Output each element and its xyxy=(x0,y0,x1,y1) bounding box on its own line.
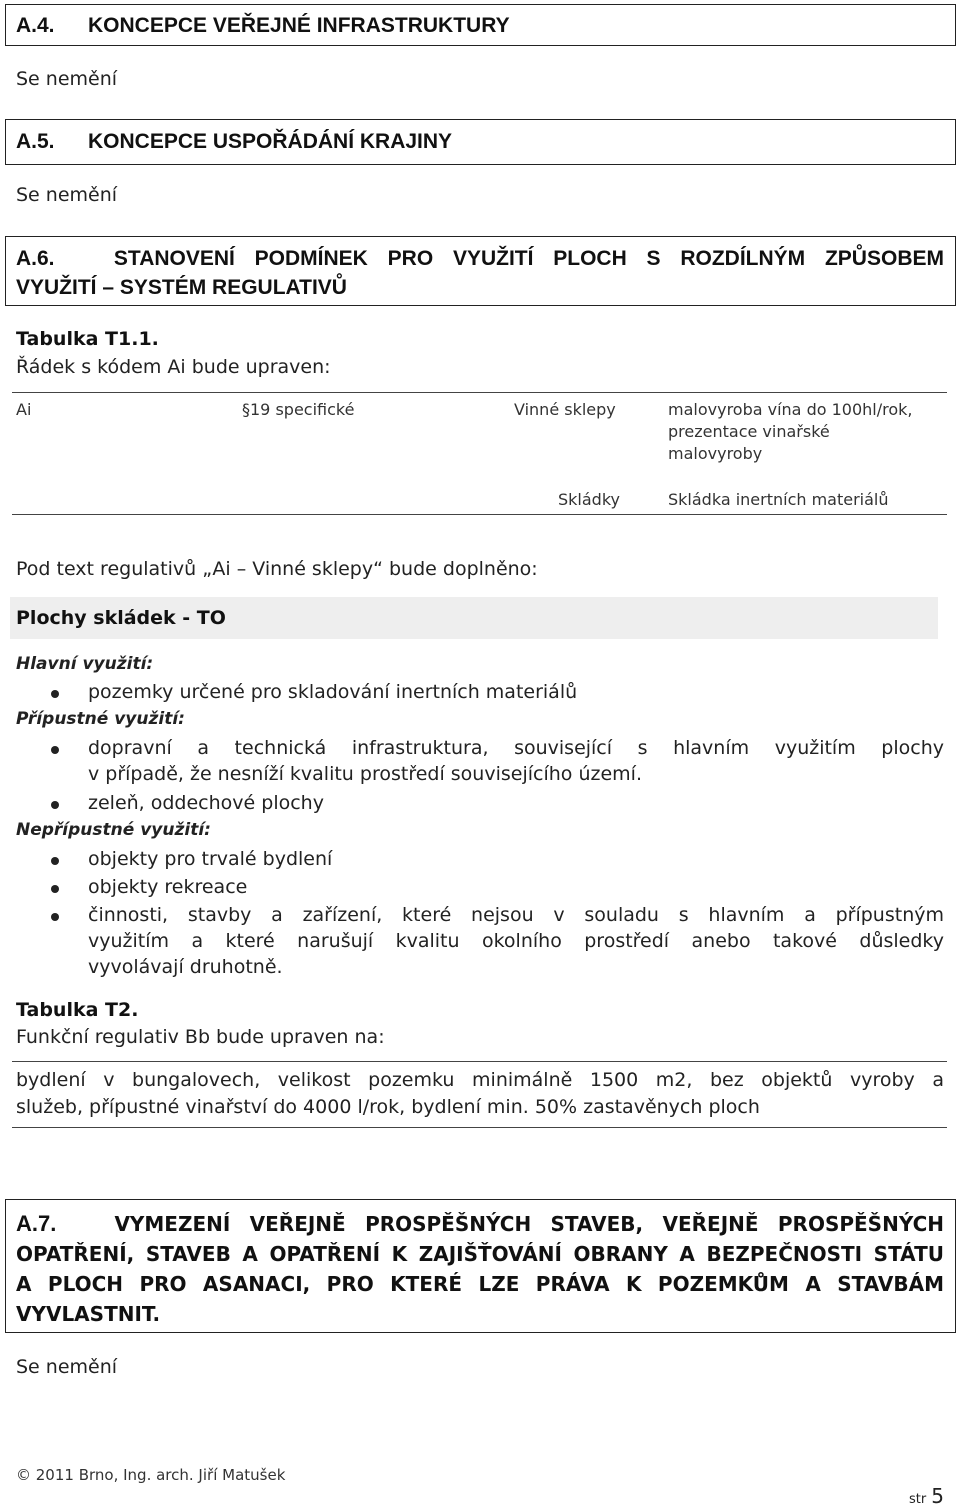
section-title-text: KONCEPCE VEŘEJNÉ INFRASTRUKTURY xyxy=(88,14,510,37)
section-title-text: KONCEPCE USPOŘÁDÁNÍ KRAJINY xyxy=(88,130,453,153)
section-a5-status: Se nemění xyxy=(16,184,118,206)
pripustne-label: Přípustné využití: xyxy=(16,709,185,729)
text-line: bydlení v bungalovech, velikost pozemku minimálně 1500 m2, bez objektů vyroby a xyxy=(16,1069,944,1091)
item-line: vyvolávají druhotně. xyxy=(88,956,283,978)
section-a4-status: Se nemění xyxy=(16,68,118,90)
page-number: 5 xyxy=(931,1484,944,1508)
item-line: v případě, že nesníží kvalitu prostředí souvisejícího území. xyxy=(88,763,642,785)
text-line: služeb, přípustné vinařství do 4000 l/rok, bydlení min. 50% zastavěnych ploch xyxy=(16,1096,760,1118)
section-a5-title xyxy=(16,130,452,154)
nepripustne-label: Nepřípustné využití: xyxy=(16,820,211,840)
table1-row2-name: Skládky xyxy=(558,490,620,509)
item-line: využitím a které narušují kvalitu okolního prostředí anebo takové důsledky xyxy=(88,930,944,952)
table1-row1-name: Vinné sklepy xyxy=(514,400,616,419)
section-number: A.7. xyxy=(16,1211,57,1236)
pripustne-item-1 xyxy=(88,737,944,785)
title-line: OPATŘENÍ, STAVEB A OPATŘENÍ K ZAJIŠŤOVÁNÍ OBRANY A BEZPEČNOSTI STÁTU xyxy=(16,1242,944,1266)
bullet-icon xyxy=(51,746,59,754)
nepripustne-item-3 xyxy=(88,904,944,978)
pripustne-item-2: zeleň, oddechové plochy xyxy=(88,792,324,814)
nepripustne-item-2: objekty rekreace xyxy=(88,876,248,898)
title-text: VYMEZENÍ VEŘEJNĚ PROSPĚŠNÝCH STAVEB, VEŘEJNĚ PROSPĚŠNÝCH xyxy=(114,1212,944,1236)
table2-intro: Funkční regulativ Bb bude upraven na: xyxy=(16,1026,385,1048)
table2-heading: Tabulka T2. xyxy=(16,999,139,1021)
item-line: dopravní a technická infrastruktura, související s hlavním využitím plochy xyxy=(88,737,944,759)
desc-line: prezentace vinařské xyxy=(668,422,830,441)
item-line: činnosti, stavby a zařízení, které nejsou v souladu s hlavním a přípustným xyxy=(88,904,944,926)
title-line: VYVLASTNIT. xyxy=(16,1302,161,1326)
table1-bottom-rule xyxy=(12,514,947,515)
section-number: A.5. xyxy=(16,130,55,153)
table1-row1-ref: §19 specifické xyxy=(242,400,355,419)
table1-intro: Řádek s kódem Ai bude upraven: xyxy=(16,356,331,378)
section-number: A.4. xyxy=(16,14,55,37)
table1-row2-desc: Skládka inertních materiálů xyxy=(668,490,889,509)
bullet-icon xyxy=(51,857,59,865)
section-title-text: STANOVENÍ PODMÍNEK PRO VYUŽITÍ PLOCH S ROZDÍLNÝM ZPŮSOBEM xyxy=(113,247,944,270)
section-a7-status: Se nemění xyxy=(16,1356,118,1378)
hlavni-item: pozemky určené pro skladování inertních materiálů xyxy=(88,681,578,703)
bullet-icon xyxy=(51,801,59,809)
table2-top-rule xyxy=(12,1061,947,1062)
bullet-icon xyxy=(51,690,59,698)
bullet-icon xyxy=(51,913,59,921)
desc-line: malovyroba vína do 100hl/rok, xyxy=(668,400,913,419)
table1-top-rule xyxy=(12,392,947,393)
section-a6-title-line1 xyxy=(16,247,944,271)
title-line: A PLOCH PRO ASANACI, PRO KTERÉ LZE PRÁVA K POZEMKŮM A STAVBÁM xyxy=(16,1272,944,1296)
section-a6-title-line2: VYUŽITÍ – SYSTÉM REGULATIVŮ xyxy=(16,276,347,299)
section-a7-title xyxy=(16,1209,944,1329)
table1-heading: Tabulka T1.1. xyxy=(16,328,159,350)
plochy-title: Plochy skládek - TO xyxy=(16,607,226,629)
nepripustne-item-1: objekty pro trvalé bydlení xyxy=(88,848,333,870)
desc-line: malovyroby xyxy=(668,444,763,463)
section-a4-title xyxy=(16,14,510,38)
page-number-block xyxy=(909,1484,944,1508)
footer-copyright: © 2011 Brno, Ing. arch. Jiří Matušek xyxy=(16,1466,286,1484)
addition-note: Pod text regulativů „Ai – Vinné sklepy“ bude doplněno: xyxy=(16,558,538,580)
table1-row1-code: Ai xyxy=(16,400,32,419)
hlavni-label: Hlavní využití: xyxy=(16,654,154,674)
title-line xyxy=(16,1209,944,1239)
table2-text xyxy=(16,1069,944,1118)
page-prefix: str xyxy=(908,1492,927,1507)
table1-row1-desc xyxy=(668,399,912,465)
section-number: A.6. xyxy=(16,247,55,270)
bullet-icon xyxy=(51,885,59,893)
table2-bottom-rule xyxy=(12,1127,947,1128)
